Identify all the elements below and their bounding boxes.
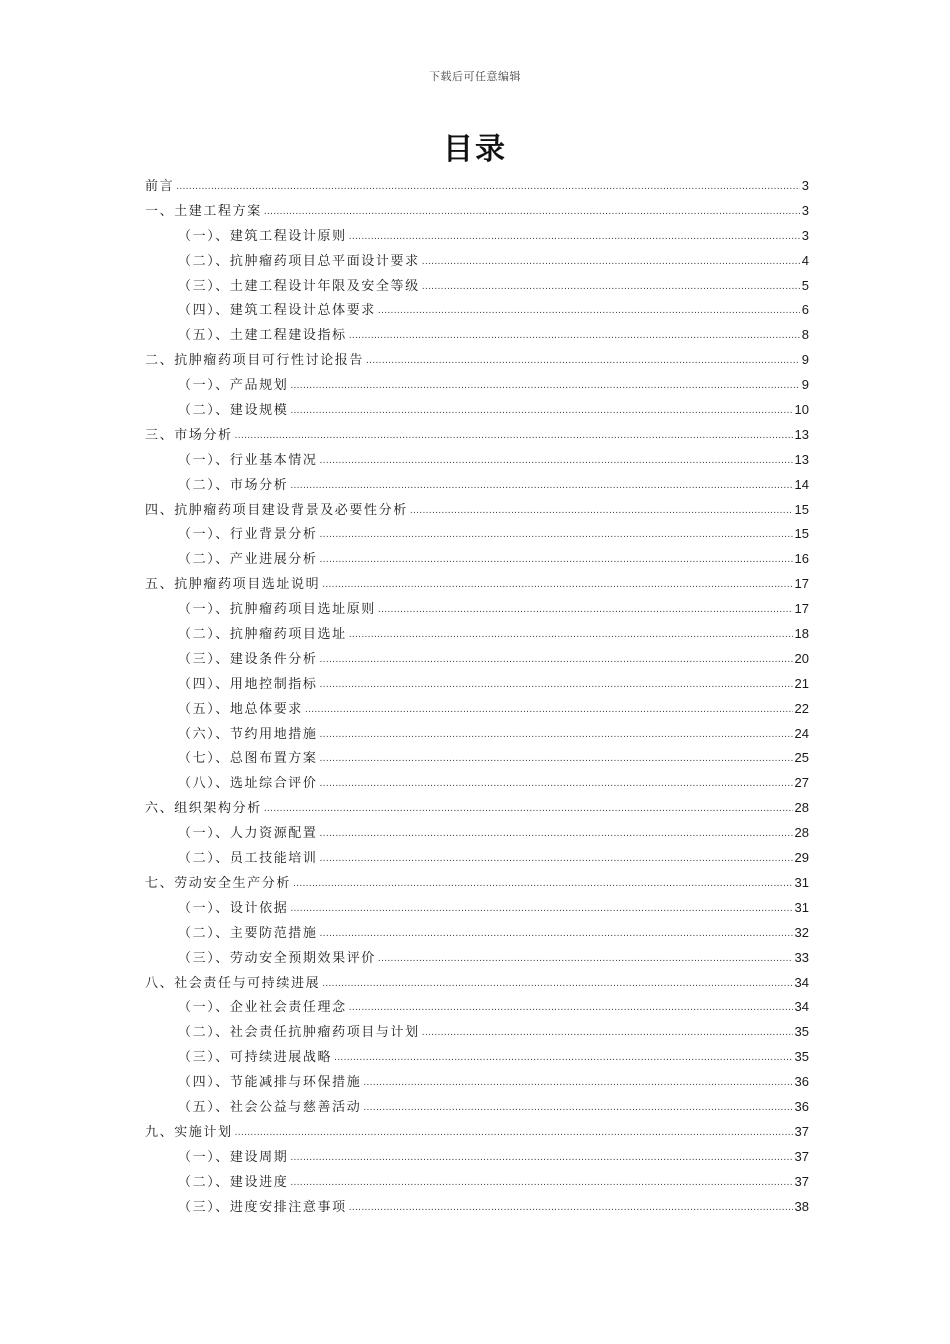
toc-entry[interactable] <box>145 722 809 747</box>
toc-entry[interactable] <box>145 871 809 896</box>
toc-entry[interactable] <box>145 1195 809 1220</box>
toc-entry-page-number: 9 <box>801 352 809 368</box>
table-of-contents <box>145 174 809 1219</box>
toc-entry[interactable] <box>145 572 809 597</box>
toc-dot-leader <box>349 623 793 648</box>
toc-entry-title: （一）、设计依据 <box>178 900 289 916</box>
toc-dot-leader <box>264 200 800 225</box>
toc-entry[interactable] <box>145 971 809 996</box>
toc-entry[interactable] <box>145 995 809 1020</box>
toc-dot-leader <box>290 474 792 499</box>
toc-dot-leader <box>349 996 793 1021</box>
toc-entry-title: （八）、选址综合评价 <box>178 776 318 792</box>
toc-entry[interactable] <box>145 821 809 846</box>
toc-entry-title: （二）、建设规模 <box>178 403 289 419</box>
toc-entry-title: （二）、抗肿瘤药项目总平面设计要求 <box>178 253 420 269</box>
toc-entry-page-number: 36 <box>794 1074 809 1090</box>
toc-entry-title: （二）、建设进度 <box>178 1174 289 1190</box>
toc-dot-leader <box>378 598 793 623</box>
toc-entry-page-number: 15 <box>794 501 809 517</box>
toc-dot-leader <box>422 1021 793 1046</box>
page-header-note: 下载后可任意编辑 <box>429 70 521 83</box>
toc-entry-title: 一、土建工程方案 <box>145 203 262 219</box>
toc-entry-title: （三）、劳动安全预期效果评价 <box>178 950 376 966</box>
toc-entry[interactable] <box>145 199 809 224</box>
toc-entry-page-number: 3 <box>801 178 809 193</box>
toc-entry[interactable] <box>145 1070 809 1095</box>
toc-dot-leader <box>320 523 793 548</box>
toc-dot-leader <box>320 847 793 872</box>
toc-dot-leader <box>363 1096 792 1121</box>
toc-entry[interactable] <box>145 746 809 771</box>
toc-entry-page-number: 14 <box>794 476 809 492</box>
toc-entry[interactable] <box>145 547 809 572</box>
toc-entry-page-number: 6 <box>801 302 809 318</box>
toc-entry-page-number: 8 <box>801 327 809 343</box>
toc-entry[interactable] <box>145 224 809 249</box>
toc-entry-page-number: 34 <box>794 974 809 990</box>
toc-entry[interactable] <box>145 274 809 299</box>
toc-entry[interactable] <box>145 323 809 348</box>
toc-entry[interactable] <box>145 473 809 498</box>
toc-entry-title: （一）、行业背景分析 <box>178 527 318 543</box>
toc-entry-title: （一）、企业社会责任理念 <box>178 1000 347 1016</box>
toc-dot-leader <box>363 1071 792 1096</box>
toc-entry[interactable] <box>145 448 809 473</box>
toc-entry-page-number: 35 <box>794 1049 809 1065</box>
toc-entry[interactable] <box>145 298 809 323</box>
toc-entry-page-number: 9 <box>801 377 809 393</box>
toc-entry[interactable] <box>145 771 809 796</box>
toc-dot-leader <box>410 499 793 524</box>
toc-entry-page-number: 31 <box>794 899 809 915</box>
toc-dot-leader <box>293 872 793 897</box>
toc-dot-leader <box>378 299 800 324</box>
toc-entry-page-number: 17 <box>794 576 809 592</box>
toc-entry-page-number: 5 <box>801 277 809 293</box>
toc-dot-leader <box>320 747 793 772</box>
toc-entry[interactable] <box>145 946 809 971</box>
toc-entry-title: 九、实施计划 <box>145 1124 233 1140</box>
toc-dot-leader <box>235 1121 793 1146</box>
toc-entry[interactable] <box>145 398 809 423</box>
toc-entry[interactable] <box>145 846 809 871</box>
toc-dot-leader <box>320 548 793 573</box>
toc-dot-leader <box>320 822 793 847</box>
toc-entry-page-number: 25 <box>794 750 809 766</box>
toc-dot-leader <box>378 947 793 972</box>
toc-dot-leader <box>305 698 793 723</box>
page-title: 目录 <box>443 132 507 167</box>
toc-entry-page-number: 37 <box>794 1123 809 1139</box>
toc-entry-page-number: 17 <box>794 601 809 617</box>
toc-entry-title: 前言 <box>145 179 175 194</box>
toc-entry-title: 六、组织架构分析 <box>145 801 262 817</box>
toc-dot-leader <box>264 797 793 822</box>
toc-entry-page-number: 4 <box>801 252 809 268</box>
toc-entry-title: （二）、市场分析 <box>178 477 289 493</box>
toc-dot-leader <box>320 648 793 673</box>
toc-dot-leader <box>349 324 800 349</box>
toc-entry-page-number: 16 <box>794 551 809 567</box>
toc-dot-leader <box>422 250 800 275</box>
toc-dot-leader <box>290 1146 792 1171</box>
toc-entry-title: （五）、地总体要求 <box>178 701 303 717</box>
toc-entry-title: （一）、行业基本情况 <box>178 452 318 468</box>
toc-entry-page-number: 37 <box>794 1148 809 1164</box>
toc-entry-title: （二）、社会责任抗肿瘤药项目与计划 <box>178 1025 420 1041</box>
toc-entry-title: （一）、人力资源配置 <box>178 826 318 842</box>
toc-entry-title: （七）、总图布置方案 <box>178 751 318 767</box>
toc-dot-leader <box>320 723 793 748</box>
toc-entry-page-number: 32 <box>794 924 809 940</box>
toc-dot-leader <box>290 399 792 424</box>
toc-entry-title: 七、劳动安全生产分析 <box>145 875 292 891</box>
toc-entry[interactable] <box>145 672 809 697</box>
toc-dot-leader <box>349 225 800 250</box>
toc-entry-page-number: 33 <box>794 949 809 965</box>
toc-entry-title: （四）、建筑工程设计总体要求 <box>178 303 376 319</box>
toc-dot-leader <box>176 175 800 200</box>
toc-entry-title: （二）、主要防范措施 <box>178 925 318 941</box>
toc-entry-page-number: 29 <box>794 850 809 866</box>
toc-dot-leader <box>322 972 792 997</box>
toc-entry[interactable] <box>145 249 809 274</box>
toc-entry-title: （五）、土建工程建设指标 <box>178 328 347 344</box>
toc-dot-leader <box>290 374 799 399</box>
toc-entry-page-number: 34 <box>794 999 809 1015</box>
toc-entry[interactable] <box>145 697 809 722</box>
toc-entry-page-number: 37 <box>794 1173 809 1189</box>
toc-entry-title: （二）、抗肿瘤药项目选址 <box>178 627 347 643</box>
toc-entry-title: （三）、建设条件分析 <box>178 651 318 667</box>
toc-entry[interactable] <box>145 174 809 199</box>
toc-entry-title: （一）、抗肿瘤药项目选址原则 <box>178 602 376 618</box>
toc-dot-leader <box>320 449 793 474</box>
toc-entry-page-number: 28 <box>794 800 809 816</box>
toc-entry-page-number: 22 <box>794 700 809 716</box>
toc-entry-page-number: 18 <box>794 626 809 642</box>
toc-entry-title: （四）、用地控制指标 <box>178 676 318 692</box>
toc-entry-title: （三）、土建工程设计年限及安全等级 <box>178 278 420 294</box>
toc-dot-leader <box>366 349 800 374</box>
toc-entry[interactable] <box>145 348 809 373</box>
toc-entry-page-number: 21 <box>794 675 809 691</box>
toc-entry-page-number: 35 <box>794 1024 809 1040</box>
toc-entry-title: （一）、建筑工程设计原则 <box>178 228 347 244</box>
toc-entry-page-number: 38 <box>794 1198 809 1214</box>
toc-entry-page-number: 24 <box>794 725 809 741</box>
toc-entry-title: 二、抗肿瘤药项目可行性讨论报告 <box>145 353 365 369</box>
toc-entry-title: （二）、产业进展分析 <box>178 552 318 568</box>
toc-entry[interactable] <box>145 896 809 921</box>
toc-entry-title: （三）、可持续进展战略 <box>178 1050 333 1066</box>
toc-dot-leader <box>290 1171 792 1196</box>
toc-entry-page-number: 31 <box>794 874 809 890</box>
toc-entry-page-number: 28 <box>794 825 809 841</box>
toc-dot-leader <box>320 673 793 698</box>
toc-entry[interactable] <box>145 373 809 398</box>
toc-dot-leader <box>349 1196 793 1221</box>
toc-entry-page-number: 13 <box>794 426 809 442</box>
toc-entry-title: 三、市场分析 <box>145 427 233 443</box>
toc-entry[interactable] <box>145 1045 809 1070</box>
toc-dot-leader <box>334 1046 792 1071</box>
toc-dot-leader <box>235 424 793 449</box>
toc-entry-title: （一）、产品规划 <box>178 378 289 394</box>
toc-entry-title: 五、抗肿瘤药项目选址说明 <box>145 577 321 593</box>
toc-entry-page-number: 20 <box>794 650 809 666</box>
toc-entry[interactable] <box>145 522 809 547</box>
toc-entry-page-number: 36 <box>794 1098 809 1114</box>
toc-entry-page-number: 15 <box>794 526 809 542</box>
toc-entry[interactable] <box>145 1120 809 1145</box>
toc-dot-leader <box>322 573 792 598</box>
toc-entry[interactable] <box>145 1095 809 1120</box>
toc-entry[interactable] <box>145 1145 809 1170</box>
toc-dot-leader <box>320 772 793 797</box>
toc-entry-title: （六）、节约用地措施 <box>178 726 318 742</box>
toc-entry[interactable] <box>145 622 809 647</box>
toc-entry-title: （四）、节能减排与环保措施 <box>178 1075 362 1091</box>
toc-entry-page-number: 13 <box>794 451 809 467</box>
toc-dot-leader <box>422 275 800 300</box>
toc-entry[interactable] <box>145 1170 809 1195</box>
toc-entry-title: （一）、建设周期 <box>178 1149 289 1165</box>
toc-entry-title: （二）、员工技能培训 <box>178 851 318 867</box>
toc-entry-title: 八、社会责任与可持续进展 <box>145 975 321 991</box>
toc-entry[interactable] <box>145 921 809 946</box>
toc-entry[interactable] <box>145 498 809 523</box>
toc-dot-leader <box>320 922 793 947</box>
toc-entry-page-number: 3 <box>801 202 809 218</box>
toc-entry-page-number: 27 <box>794 775 809 791</box>
toc-entry[interactable] <box>145 796 809 821</box>
toc-entry[interactable] <box>145 597 809 622</box>
toc-entry[interactable] <box>145 647 809 672</box>
toc-entry-title: （三）、进度安排注意事项 <box>178 1199 347 1215</box>
toc-dot-leader <box>290 897 792 922</box>
toc-entry-page-number: 10 <box>794 402 809 418</box>
toc-entry[interactable] <box>145 1020 809 1045</box>
toc-entry-title: 四、抗肿瘤药项目建设背景及必要性分析 <box>145 502 408 518</box>
toc-entry-title: （五）、社会公益与慈善活动 <box>178 1099 362 1115</box>
toc-entry-page-number: 3 <box>801 227 809 243</box>
toc-entry[interactable] <box>145 423 809 448</box>
